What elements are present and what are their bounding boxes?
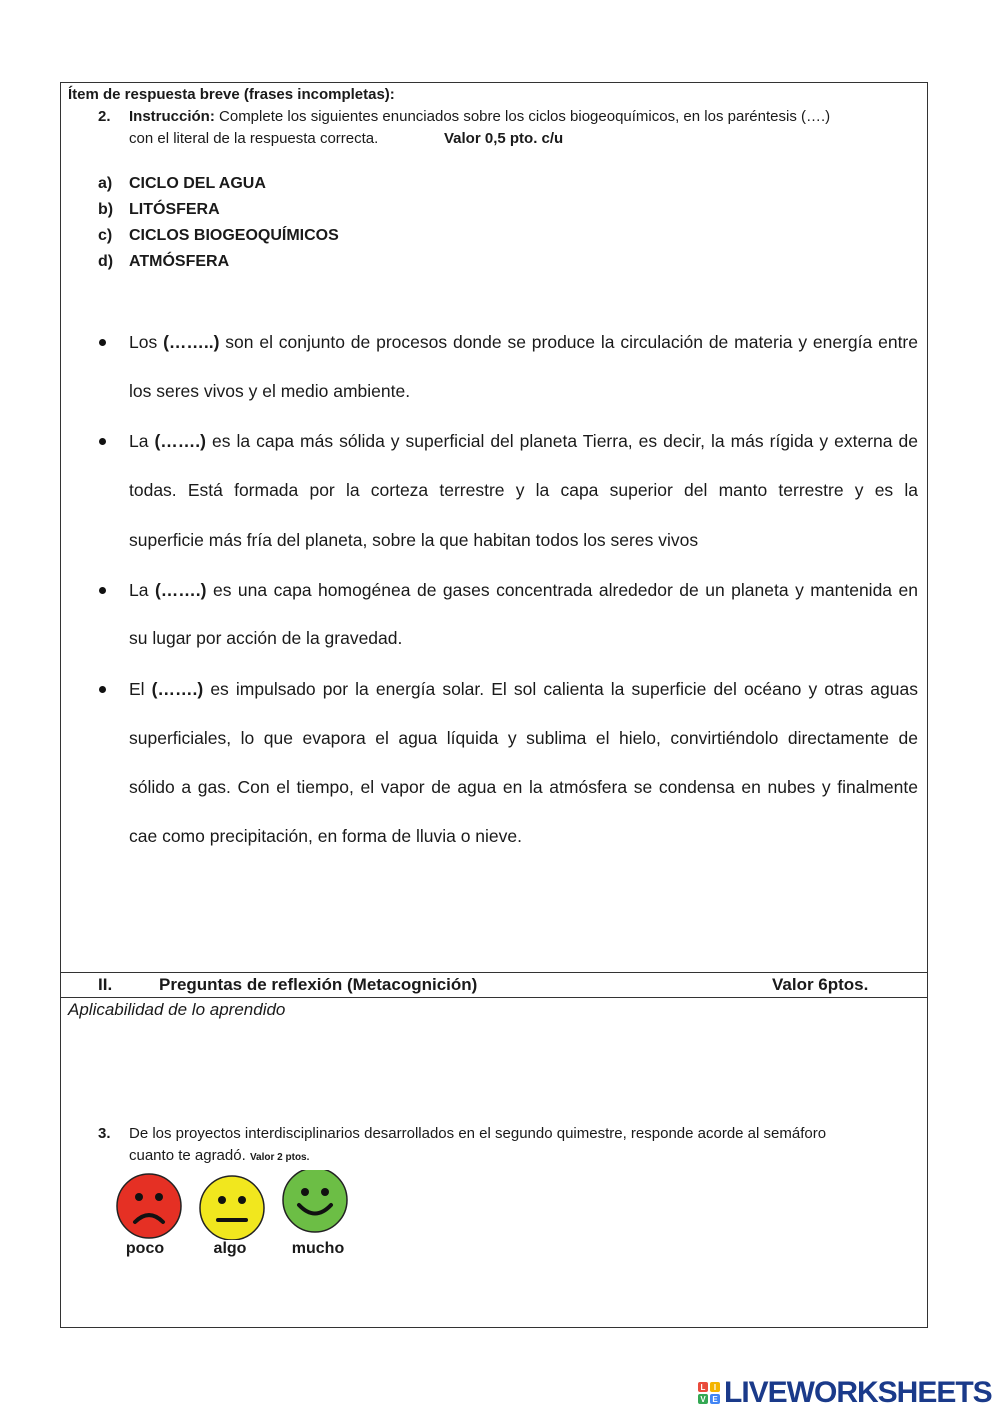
- section-divider-bottom: [60, 997, 928, 998]
- liveworksheets-logo[interactable]: [698, 1378, 992, 1408]
- neutral-face-icon[interactable]: [200, 1176, 264, 1240]
- question-number-3: 3.: [98, 1125, 111, 1142]
- option-text-a: CICLO DEL AGUA: [129, 175, 266, 192]
- instruction-text-1: Complete los siguientes enunciados sobre los ciclos biogeoquímicos, en los paréntesis (….): [219, 108, 831, 125]
- instruction-label: Instrucción:: [129, 108, 215, 125]
- statement-2-blank[interactable]: (…….): [154, 431, 206, 451]
- instruction-line-2: con el literal de la respuesta correcta.: [129, 130, 379, 147]
- question-3-line-2: cuanto te agradó. Valor 2 ptos.: [129, 1147, 310, 1164]
- section-heading: Ítem de respuesta breve (frases incompletas):: [68, 86, 395, 103]
- statement-2-line-1: La (…….) es la capa más sólida y superficial del planeta Tierra, es decir, la más rígida y externa de: [129, 431, 918, 451]
- statement-3-blank[interactable]: (…….): [154, 580, 207, 600]
- statement-4-line-4: cae como precipitación, en forma de lluvia o nieve.: [129, 826, 522, 846]
- option-letter-b: b): [98, 201, 114, 218]
- happy-face-icon[interactable]: [283, 1170, 347, 1232]
- statement-3-line-2: su lugar por acción de la gravedad.: [129, 628, 403, 648]
- statement-4-line-3: sólido a gas. Con el tiempo, el vapor de agua en la atmósfera se condensa en nubes y finalmente: [129, 777, 918, 797]
- logo-text: LIVEWORKSHEETS: [724, 1376, 992, 1409]
- option-text-c: CICLOS BIOGEOQUÍMICOS: [129, 227, 339, 244]
- option-letter-a: a): [98, 175, 113, 192]
- statement-1-line-2: los seres vivos y el medio ambiente.: [129, 381, 411, 401]
- instruction-value: Valor 0,5 pto. c/u: [444, 130, 564, 147]
- bullet-icon: [99, 587, 106, 594]
- bullet-icon: [99, 438, 106, 445]
- option-text-d: ATMÓSFERA: [129, 253, 230, 270]
- option-letter-d: d): [98, 253, 114, 270]
- bullet-icon: [99, 686, 106, 693]
- section-divider-top: [60, 972, 928, 973]
- statement-1-blank[interactable]: (……..): [163, 332, 220, 352]
- face-label-poco: poco: [125, 1240, 165, 1257]
- option-text-b: LITÓSFERA: [129, 201, 220, 218]
- statement-4-blank[interactable]: (…….): [151, 679, 204, 699]
- statement-2-line-2: todas. Está formada por la corteza terrestre y la capa superior del manto terrestre y es la: [129, 480, 918, 500]
- bullet-icon: [99, 339, 106, 346]
- question-3-line-1: De los proyectos interdisciplinarios desarrollados en el segundo quimestre, responde acorde al semáforo: [129, 1125, 827, 1142]
- statement-4-line-2: superficiales, lo que evapora el agua líquida y sublima el hielo, convirtiéndolo directamente de: [129, 728, 918, 748]
- section-ii-value: Valor 6ptos.: [772, 975, 869, 994]
- question-number-2: 2.: [98, 108, 111, 125]
- section-ii-title: Preguntas de reflexión (Metacognición): [159, 975, 478, 994]
- statement-2-line-3: superficie más fría del planeta, sobre la que habitan todos los seres vivos: [129, 530, 699, 550]
- face-label-mucho: mucho: [291, 1240, 345, 1257]
- option-letter-c: c): [98, 227, 113, 244]
- statement-3-line-1: La (…….) es una capa homogénea de gases concentrada alrededor de un planeta y mantenida en: [129, 580, 918, 600]
- sad-face-icon[interactable]: [117, 1174, 181, 1238]
- section-ii-subtitle: Aplicabilidad de lo aprendido: [68, 1000, 286, 1019]
- instruction-line-1: [129, 108, 830, 125]
- face-label-algo: algo: [213, 1240, 247, 1257]
- mood-faces: [112, 1170, 362, 1240]
- section-ii-numeral: II.: [98, 975, 113, 994]
- logo-grid-icon: L I V E: [698, 1382, 720, 1404]
- statement-4-line-1: El (…….) es impulsado por la energía solar. El sol calienta la superficie del océano y otras aguas: [129, 679, 918, 699]
- statement-1-line-1: Los (……..) son el conjunto de procesos donde se produce la circulación de materia y energía entre: [129, 332, 918, 352]
- question-3-value: Valor 2 ptos.: [249, 1152, 310, 1163]
